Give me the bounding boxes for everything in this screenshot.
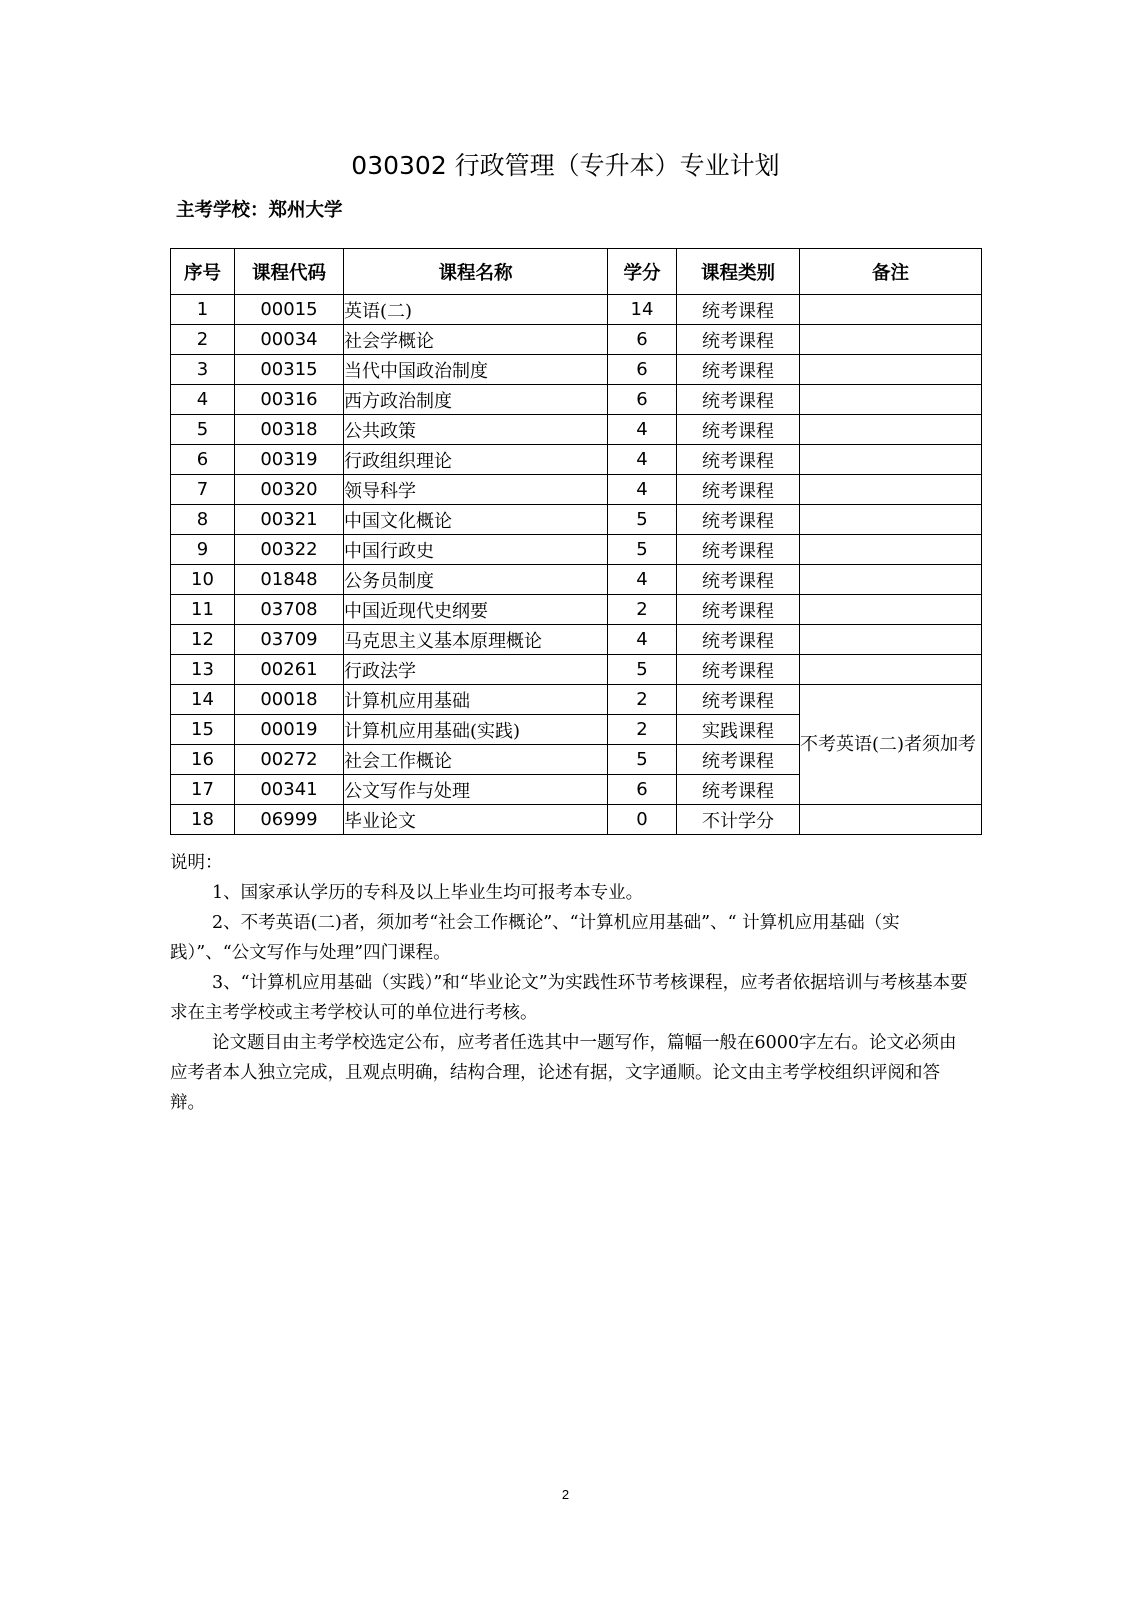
header-note: 备注 [800,249,982,295]
header-credit: 学分 [608,249,677,295]
credit-cell: 5 [608,745,677,775]
course-name-cell: 公务员制度 [344,565,608,595]
credit-cell: 5 [608,655,677,685]
category-cell: 统考课程 [677,655,800,685]
explanation-item-3: 3、“计算机应用基础（实践）”和“毕业论文”为实践性环节考核课程，应考者依据培训与考核基本要求在主考学校或主考学校认可的单位进行考核。 [170,973,968,1023]
explanation-item-2: 2、不考英语(二)者，须加考“社会工作概论”、“计算机应用基础”、“ 计算机应用基础（实践）”、“公文写作与处理”四门课程。 [170,913,900,963]
table-row [171,445,982,475]
row-no-cell: 7 [171,475,235,505]
credit-cell: 6 [608,355,677,385]
course-code-cell: 00341 [235,775,344,805]
course-name-cell: 领导科学 [344,475,608,505]
header-name: 课程名称 [344,249,608,295]
category-cell: 统考课程 [677,535,800,565]
note-cell [800,805,982,835]
credit-cell: 4 [608,445,677,475]
table-row [171,325,982,355]
category-cell: 统考课程 [677,355,800,385]
table-row [171,685,982,715]
category-cell: 统考课程 [677,325,800,355]
table-row [171,565,982,595]
explanation-thesis-note: 论文题目由主考学校选定公布，应考者任选其中一题写作，篇幅一般在6000字左右。论文必须由应考者本人独立完成，且观点明确，结构合理，论述有据，文字通顺。论文由主考学校组织评阅和答辩。 [170,1033,957,1113]
course-code-cell: 00034 [235,325,344,355]
credit-cell: 5 [608,505,677,535]
row-no-cell: 8 [171,505,235,535]
category-cell: 统考课程 [677,415,800,445]
course-name-cell: 社会学概论 [344,325,608,355]
note-cell [800,655,982,685]
row-no-cell: 10 [171,565,235,595]
header-code: 课程代码 [235,249,344,295]
course-code-cell: 00018 [235,685,344,715]
table-body [171,295,982,835]
course-code-cell: 00322 [235,535,344,565]
note-cell [800,565,982,595]
course-name-cell: 行政法学 [344,655,608,685]
header-no: 序号 [171,249,235,295]
note-cell [800,475,982,505]
course-code-cell: 01848 [235,565,344,595]
page-number: 2 [561,1487,570,1502]
row-no-cell: 16 [171,745,235,775]
note-cell [800,535,982,565]
table-row [171,385,982,415]
credit-cell: 6 [608,325,677,355]
course-name-cell: 马克思主义基本原理概论 [344,625,608,655]
explanation-section [170,848,970,1118]
row-no-cell: 13 [171,655,235,685]
course-name-cell: 英语(二) [344,295,608,325]
note-cell [800,355,982,385]
credit-cell: 2 [608,685,677,715]
course-name-cell: 中国近现代史纲要 [344,595,608,625]
note-cell [800,295,982,325]
category-cell: 统考课程 [677,385,800,415]
category-cell: 不计学分 [677,805,800,835]
row-no-cell: 1 [171,295,235,325]
note-cell [800,505,982,535]
credit-cell: 5 [608,535,677,565]
row-no-cell: 15 [171,715,235,745]
note-cell [800,325,982,355]
row-no-cell: 17 [171,775,235,805]
category-cell: 统考课程 [677,685,800,715]
course-name-cell: 公共政策 [344,415,608,445]
page-title: 030302 行政管理（专升本）专业计划 [351,151,780,180]
course-name-cell: 西方政治制度 [344,385,608,415]
course-code-cell: 03709 [235,625,344,655]
explanation-item-1: 1、国家承认学历的专科及以上毕业生均可报考本专业。 [212,883,644,903]
course-name-cell: 计算机应用基础(实践) [344,715,608,745]
row-no-cell: 4 [171,385,235,415]
table-header-row [171,249,982,295]
category-cell: 统考课程 [677,475,800,505]
category-cell: 统考课程 [677,745,800,775]
course-code-cell: 00316 [235,385,344,415]
table-row [171,595,982,625]
row-no-cell: 18 [171,805,235,835]
course-name-cell: 中国文化概论 [344,505,608,535]
credit-cell: 2 [608,715,677,745]
row-no-cell: 6 [171,445,235,475]
course-name-cell: 中国行政史 [344,535,608,565]
row-no-cell: 9 [171,535,235,565]
note-cell [800,595,982,625]
course-code-cell: 00015 [235,295,344,325]
host-school-line: 主考学校：郑州大学 [176,200,343,221]
table-row [171,415,982,445]
course-plan-table [170,248,982,835]
table-row [171,535,982,565]
course-code-cell: 00319 [235,445,344,475]
table-row [171,625,982,655]
credit-cell: 4 [608,475,677,505]
credit-cell: 2 [608,595,677,625]
category-cell: 统考课程 [677,595,800,625]
credit-cell: 4 [608,415,677,445]
explanation-heading: 说明： [170,853,223,873]
table-row [171,505,982,535]
course-code-cell: 06999 [235,805,344,835]
table-row [171,475,982,505]
row-no-cell: 5 [171,415,235,445]
course-code-cell: 00261 [235,655,344,685]
category-cell: 统考课程 [677,775,800,805]
category-cell: 统考课程 [677,445,800,475]
row-no-cell: 14 [171,685,235,715]
table-row [171,655,982,685]
course-code-cell: 00272 [235,745,344,775]
category-cell: 统考课程 [677,625,800,655]
row-no-cell: 3 [171,355,235,385]
course-code-cell: 00320 [235,475,344,505]
credit-cell: 4 [608,565,677,595]
course-name-cell: 计算机应用基础 [344,685,608,715]
credit-cell: 6 [608,385,677,415]
credit-cell: 0 [608,805,677,835]
row-no-cell: 2 [171,325,235,355]
credit-cell: 6 [608,775,677,805]
course-code-cell: 03708 [235,595,344,625]
note-cell [800,415,982,445]
table-row [171,805,982,835]
category-cell: 实践课程 [677,715,800,745]
merged-note-cell: 不考英语(二)者须加考 [800,685,982,805]
table-row [171,295,982,325]
course-name-cell: 毕业论文 [344,805,608,835]
course-code-cell: 00019 [235,715,344,745]
category-cell: 统考课程 [677,295,800,325]
course-name-cell: 当代中国政治制度 [344,355,608,385]
course-code-cell: 00315 [235,355,344,385]
category-cell: 统考课程 [677,565,800,595]
category-cell: 统考课程 [677,505,800,535]
course-name-cell: 行政组织理论 [344,445,608,475]
credit-cell: 4 [608,625,677,655]
table-row [171,355,982,385]
row-no-cell: 12 [171,625,235,655]
note-cell [800,385,982,415]
note-cell [800,445,982,475]
course-name-cell: 社会工作概论 [344,745,608,775]
course-code-cell: 00321 [235,505,344,535]
course-name-cell: 公文写作与处理 [344,775,608,805]
note-cell [800,625,982,655]
credit-cell: 14 [608,295,677,325]
row-no-cell: 11 [171,595,235,625]
header-category: 课程类别 [677,249,800,295]
course-code-cell: 00318 [235,415,344,445]
